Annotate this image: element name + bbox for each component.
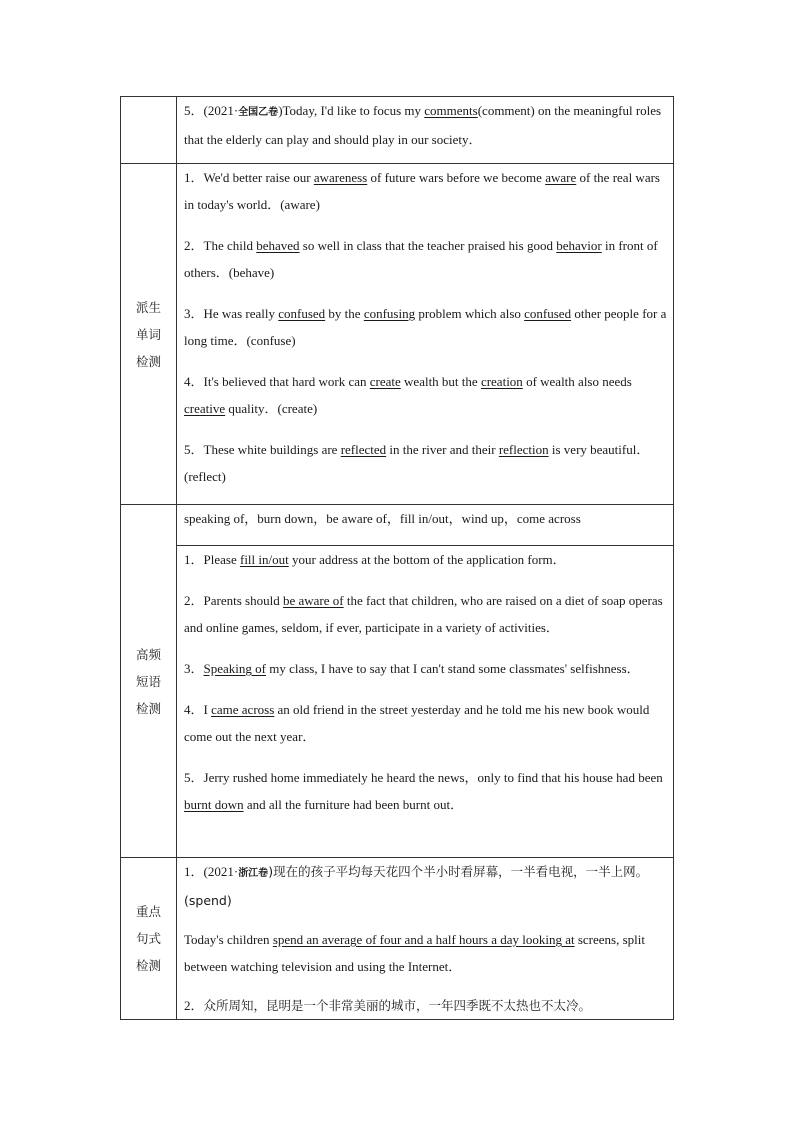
category-cell [121,164,177,505]
category-cell-empty [121,97,177,164]
table-row-derived-words [121,164,674,505]
answer-blank: behavior [556,238,602,253]
answer-blank: creation [480,374,523,389]
answer-blank: creative [184,401,226,416]
list-item: 1．(2021·浙江卷)现在的孩子平均每天花四个半小时看屏幕，一半看电视，一半上网。(spend) [184,864,649,908]
answer-blank: behaved [256,238,300,253]
table-row-continuation [121,97,674,164]
category-label: 检测 [135,353,161,369]
category-label: 重点 [135,904,161,919]
answer-blank: spend an average of four and a half hours a day looking at [272,932,575,947]
answer-blank: fill in/out [239,552,289,567]
list-item: 1．Please fill in/out your address at the bottom of the application form． [184,552,566,567]
answer-blank: comments [424,103,478,118]
answer-blank: burnt down [184,797,244,812]
category-label: 派生 [135,299,161,315]
phrase-bank-cell [177,505,674,546]
category-label: 句式 [135,931,161,946]
category-cell [121,858,177,1020]
answer-blank: be aware of [282,593,344,608]
worksheet-table [120,96,674,1020]
answer-blank: aware [545,170,577,185]
answer-blank: confusing [363,306,416,321]
answer-blank: create [369,374,401,389]
list-item: 1．We'd better raise our awareness of future wars before we become aware of the real wars in today's world．(aware) [184,170,660,212]
content-cell [177,97,674,164]
separator-dot: · [233,103,239,118]
list-item: 4．I came across an old friend in the street yesterday and he told me his new book would come out the next year． [184,702,650,744]
answer-blank: Speaking of [203,661,266,676]
list-item [184,97,667,153]
answer-blank: confused [278,306,326,321]
list-item: 2．众所周知，昆明是一个非常美丽的城市，一年四季既不太热也不太冷。 [184,998,592,1013]
content-cell [177,858,674,1020]
list-item: 5．These white buildings are reflected in the river and their reflection is very beautiful．(reflect) [184,442,650,484]
table-row-phrase-bank [121,505,674,546]
table-row-key-sentences [121,858,674,1020]
item-text: (comment) on the meaningful roles that the elderly can play and should play in our society． [184,103,662,147]
answer-blank: awareness [313,170,368,185]
chinese-prompt: 众所周知，昆明是一个非常美丽的城市，一年四季既不太热也不太冷。 [203,998,592,1013]
category-label: 检测 [135,958,161,973]
item-number: 5．(2021 [184,103,234,118]
answer-blank: reflected [340,442,387,457]
list-item: 2．The child behaved so well in class that the teacher praised his good behavior in front of others．(behave) [184,238,658,280]
phrase-bank: speaking of，burn down，be aware of，fill in/out，wind up，come across [184,511,581,526]
list-item: 3．He was really confused by the confusing problem which also confused other people for a long time．(confuse) [184,306,667,348]
chinese-prompt: )现在的孩子平均每天花四个半小时看屏幕，一半看电视，一半上网。(spend) [184,864,649,908]
item-text: )Today, I'd like to focus my [278,103,425,118]
category-label: 单词 [135,326,161,342]
answer-blank: reflection [498,442,549,457]
source-label: 全国乙卷 [238,107,279,118]
content-cell [177,164,674,505]
list-item: 2．Parents should be aware of the fact that children, who are raised on a diet of soap operas and online games, seldom, if ever, participate in a variety of activities． [184,593,663,635]
category-label: 检测 [135,700,161,716]
category-label: 短语 [135,673,161,689]
answer-blank: came across [211,702,275,717]
answer-blank: confused [524,306,572,321]
content-cell [177,546,674,858]
category-label: 高频 [135,646,161,662]
list-item: Today's children spend an average of four and a half hours a day looking at screens, split between watching television and using the Internet． [184,932,645,974]
table-row-phrases [121,546,674,858]
list-item: 5．Jerry rushed home immediately he heard the news，only to find that his house had been burnt down and all the furniture had been burnt out． [184,770,663,812]
list-item: 3．Speaking of my class, I have to say that I can't stand some classmates' selfishness． [184,661,640,676]
list-item: 4．It's believed that hard work can create wealth but the creation of wealth also needs creative quality．(create) [184,374,632,416]
source-label: 浙江卷 [238,868,269,879]
category-cell [121,505,177,858]
